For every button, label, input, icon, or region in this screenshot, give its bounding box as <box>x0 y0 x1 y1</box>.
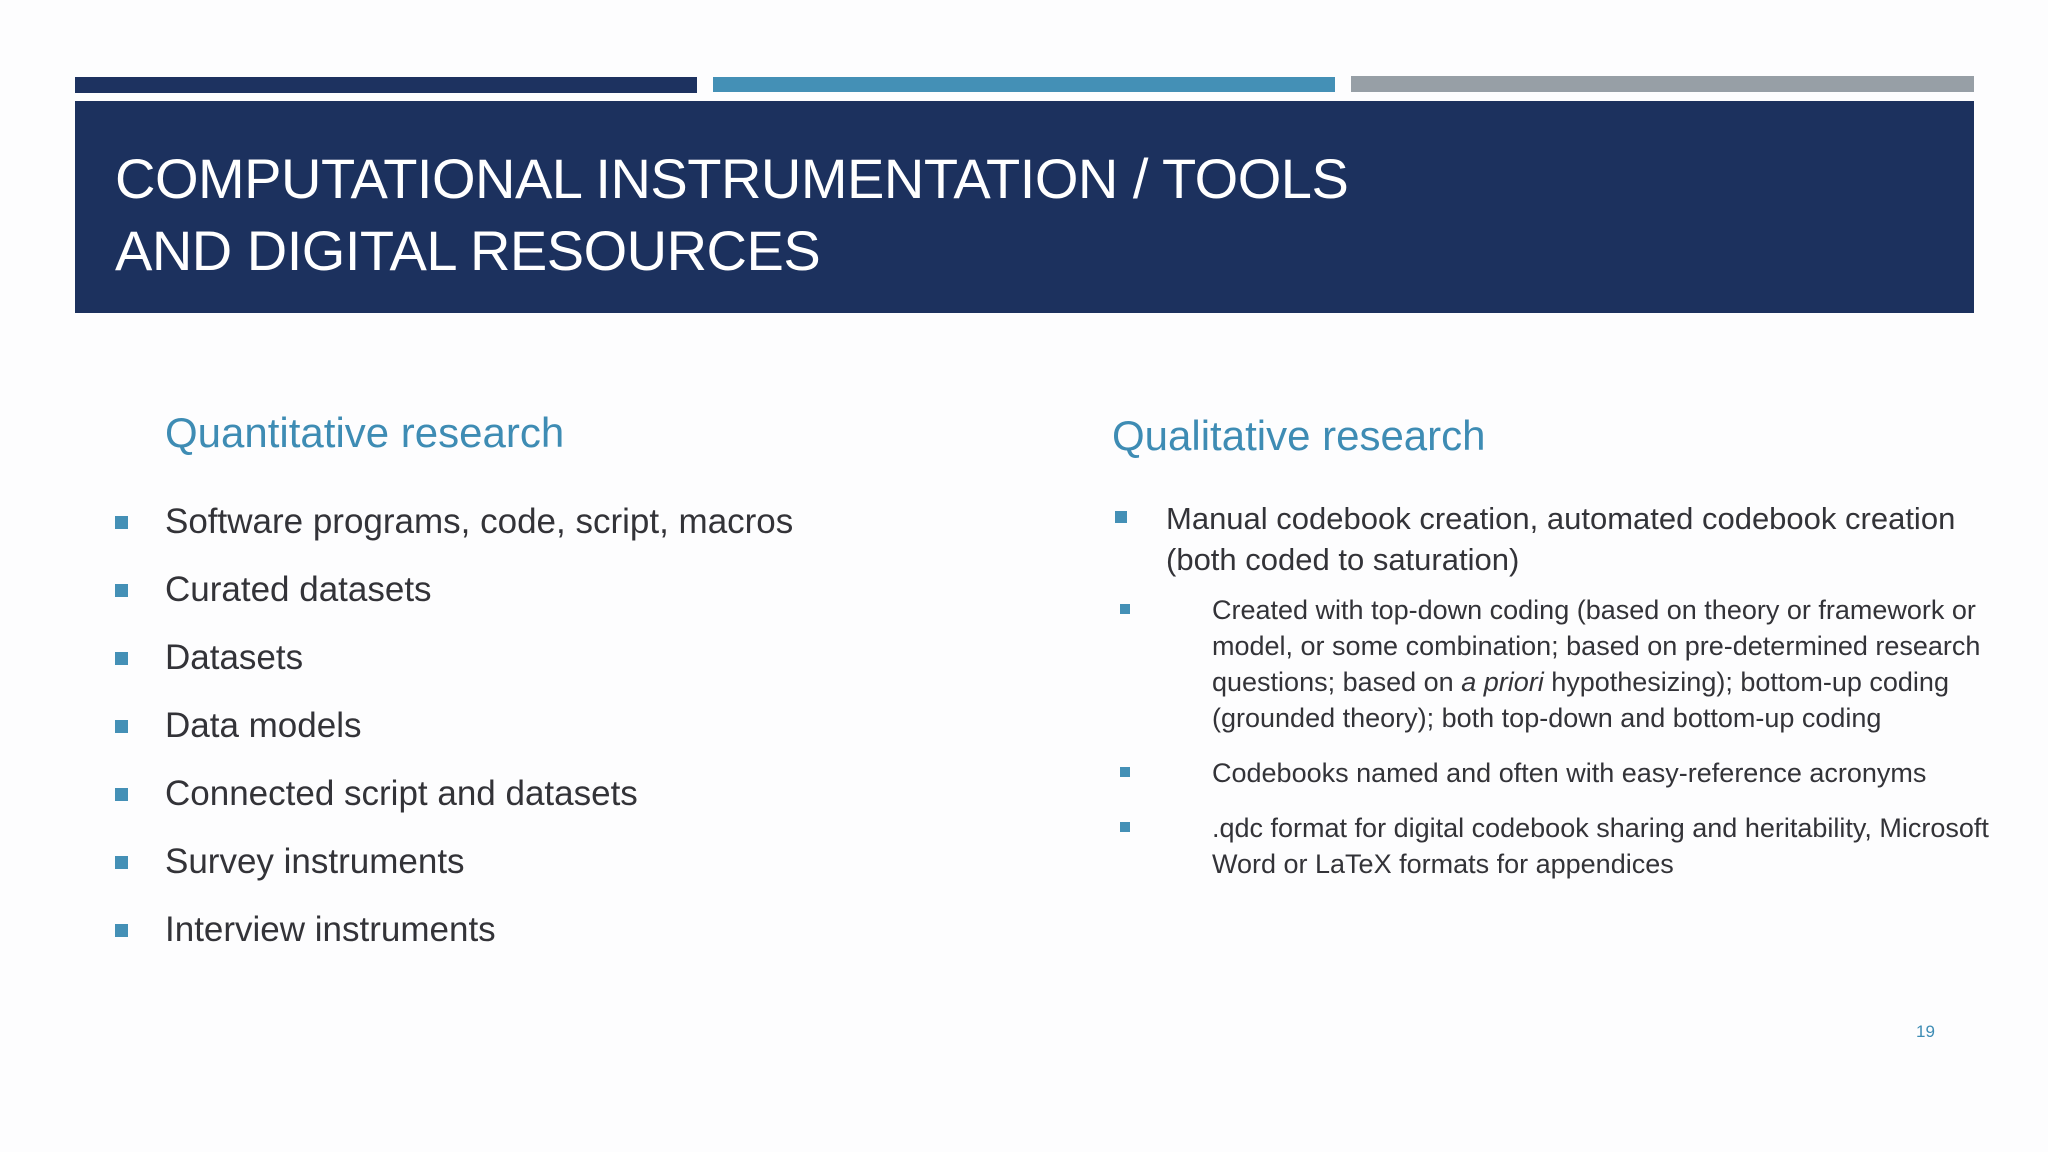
list-item-text: Curated datasets <box>165 570 432 609</box>
accent-bar-gray <box>1351 76 1974 92</box>
list-item <box>115 500 1015 568</box>
slide-title <box>115 143 1348 287</box>
quantitative-list <box>115 500 1015 976</box>
qualitative-list <box>1115 498 1995 901</box>
square-bullet-icon <box>1115 511 1127 523</box>
square-bullet-icon <box>115 652 128 665</box>
sub-list-item <box>1166 592 1995 736</box>
square-bullet-icon <box>115 788 128 801</box>
sub-item-text-part: hypothesizing); bottom-up coding (grounded theory); both top-down and bottom-up coding <box>1212 667 1949 733</box>
list-item <box>115 568 1015 636</box>
list-item <box>115 840 1015 908</box>
square-bullet-icon <box>115 924 128 937</box>
list-item-text: Connected script and datasets <box>165 774 638 813</box>
list-item-text: Manual codebook creation, automated codebook creation (both coded to saturation) <box>1166 501 1956 577</box>
square-bullet-icon <box>1120 822 1130 832</box>
list-item <box>115 772 1015 840</box>
square-bullet-icon <box>115 856 128 869</box>
square-bullet-icon <box>115 720 128 733</box>
list-item-text: Survey instruments <box>165 842 465 881</box>
quantitative-heading: Quantitative research <box>165 409 565 456</box>
italic-phrase: a priori <box>1461 667 1544 697</box>
square-bullet-icon <box>115 516 128 529</box>
qualitative-heading: Qualitative research <box>1112 412 1486 459</box>
list-item <box>115 908 1015 976</box>
accent-bar-navy <box>75 77 697 93</box>
list-item-text: Datasets <box>165 638 304 677</box>
list-item <box>1115 498 1995 882</box>
qualitative-sub-list <box>1166 592 1995 882</box>
slide-title-line-1: COMPUTATIONAL INSTRUMENTATION / TOOLS <box>115 147 1349 210</box>
sub-list-item <box>1166 755 1995 791</box>
square-bullet-icon <box>115 584 128 597</box>
list-item-text: Software programs, code, script, macros <box>165 502 794 541</box>
square-bullet-icon <box>1120 767 1130 777</box>
sub-list-item-text <box>1212 592 1995 736</box>
list-item <box>115 704 1015 772</box>
list-item-text: Interview instruments <box>165 910 496 949</box>
page-number: 19 <box>1916 1022 1935 1041</box>
sub-item-text-part: Created with top-down coding (based on theory or framework or model, or some combination; based on pre-determined research questions; based on <box>1212 595 1981 697</box>
slide-title-line-2: AND DIGITAL RESOURCES <box>115 219 821 282</box>
list-item-text: Data models <box>165 706 362 745</box>
accent-bar-blue <box>713 77 1335 92</box>
sub-list-item-text: .qdc format for digital codebook sharing and heritability, Microsoft Word or LaTeX formats for appendices <box>1212 813 1989 879</box>
square-bullet-icon <box>1120 604 1130 614</box>
sub-list-item-text: Codebooks named and often with easy-reference acronyms <box>1212 758 1927 788</box>
sub-list-item <box>1166 810 1995 882</box>
title-banner <box>75 101 1974 313</box>
list-item <box>115 636 1015 704</box>
